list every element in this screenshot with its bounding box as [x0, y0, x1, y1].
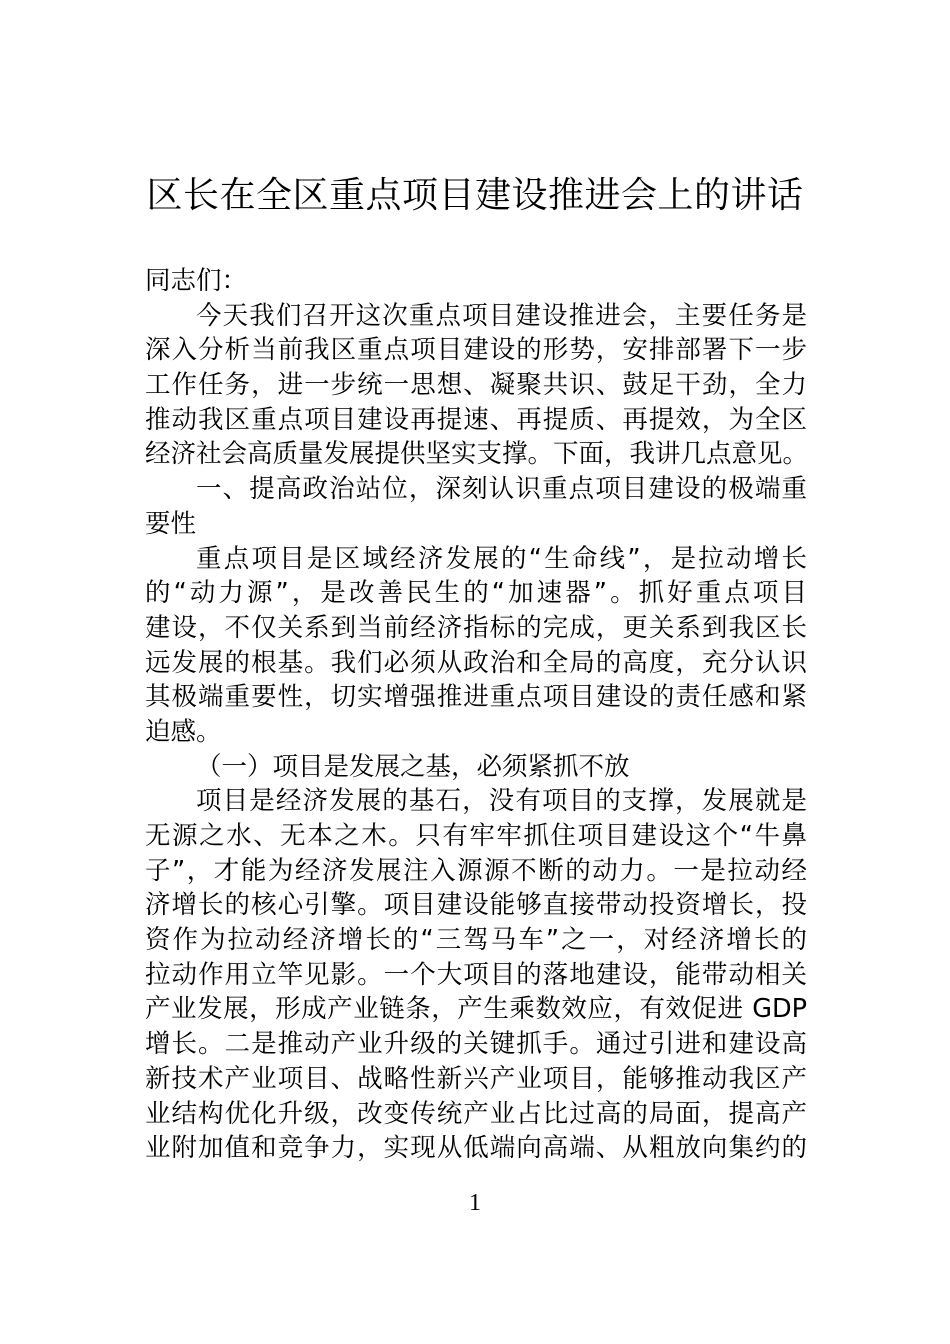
- paragraph-line: 远发展的根基。我们必须从政治和全局的高度，充分认识: [145, 647, 807, 678]
- section-heading-line: 要性: [145, 508, 197, 539]
- paragraph-line: 工作任务，进一步统一思想、凝聚共识、鼓足干劲，全力: [145, 370, 807, 401]
- paragraph-line: 建设，不仅关系到当前经济指标的完成，更关系到我区长: [145, 612, 807, 643]
- paragraph-line: 深入分析当前我区重点项目建设的形势，安排部署下一步: [145, 335, 807, 366]
- paragraph-line: 的“动力源”，是改善民生的“加速器”。抓好重点项目: [145, 578, 807, 609]
- paragraph-line: 迫感。: [145, 716, 222, 747]
- paragraph-line: 产业发展，形成产业链条，产生乘数效应，有效促进 GDP: [145, 994, 807, 1025]
- paragraph-line: 业结构优化升级，改变传统产业占比过高的局面，提高产: [145, 1098, 807, 1129]
- paragraph-line: 资作为拉动经济增长的“三驾马车”之一，对经济增长的: [145, 925, 807, 956]
- document-title: 区长在全区重点项目建设推进会上的讲话: [146, 175, 804, 216]
- subsection-heading-line: （一）项目是发展之基，必须紧抓不放: [196, 751, 630, 782]
- paragraph-line: 今天我们召开这次重点项目建设推进会，主要任务是: [196, 300, 807, 331]
- paragraph-line: 增长。二是推动产业升级的关键抓手。通过引进和建设高: [145, 1029, 807, 1060]
- salutation-line: 同志们：: [145, 266, 248, 296]
- paragraph-line: 推动我区重点项目建设再提速、再提质、再提效，为全区: [145, 404, 807, 435]
- paragraph-line: 重点项目是区域经济发展的“生命线”，是拉动增长: [196, 543, 807, 574]
- paragraph-line: 新技术产业项目、战略性新兴产业项目，能够推动我区产: [145, 1063, 807, 1094]
- paragraph-line: 子”，才能为经济发展注入源源不断的动力。一是拉动经: [145, 855, 807, 886]
- paragraph-line: 其极端重要性，切实增强推进重点项目建设的责任感和紧: [145, 682, 807, 713]
- paragraph-line: 拉动作用立竿见影。一个大项目的落地建设，能带动相关: [145, 959, 807, 990]
- paragraph-line: 项目是经济发展的基石，没有项目的支撑，发展就是: [196, 786, 807, 817]
- paragraph-line: 济增长的核心引擎。项目建设能够直接带动投资增长，投: [145, 890, 807, 921]
- document-body: [145, 264, 807, 1166]
- paragraph-line: 经济社会高质量发展提供坚实支撑。下面，我讲几点意见。: [145, 439, 809, 470]
- paragraph-line: 业附加值和竞争力，实现从低端向高端、从粗放向集约的: [145, 1133, 807, 1164]
- section-heading-line: 一、提高政治站位，深刻认识重点项目建设的极端重: [196, 474, 807, 505]
- page-number: 1: [469, 1190, 481, 1216]
- paragraph-line: 无源之水、无本之木。只有牢牢抓住项目建设这个“牛鼻: [145, 821, 807, 851]
